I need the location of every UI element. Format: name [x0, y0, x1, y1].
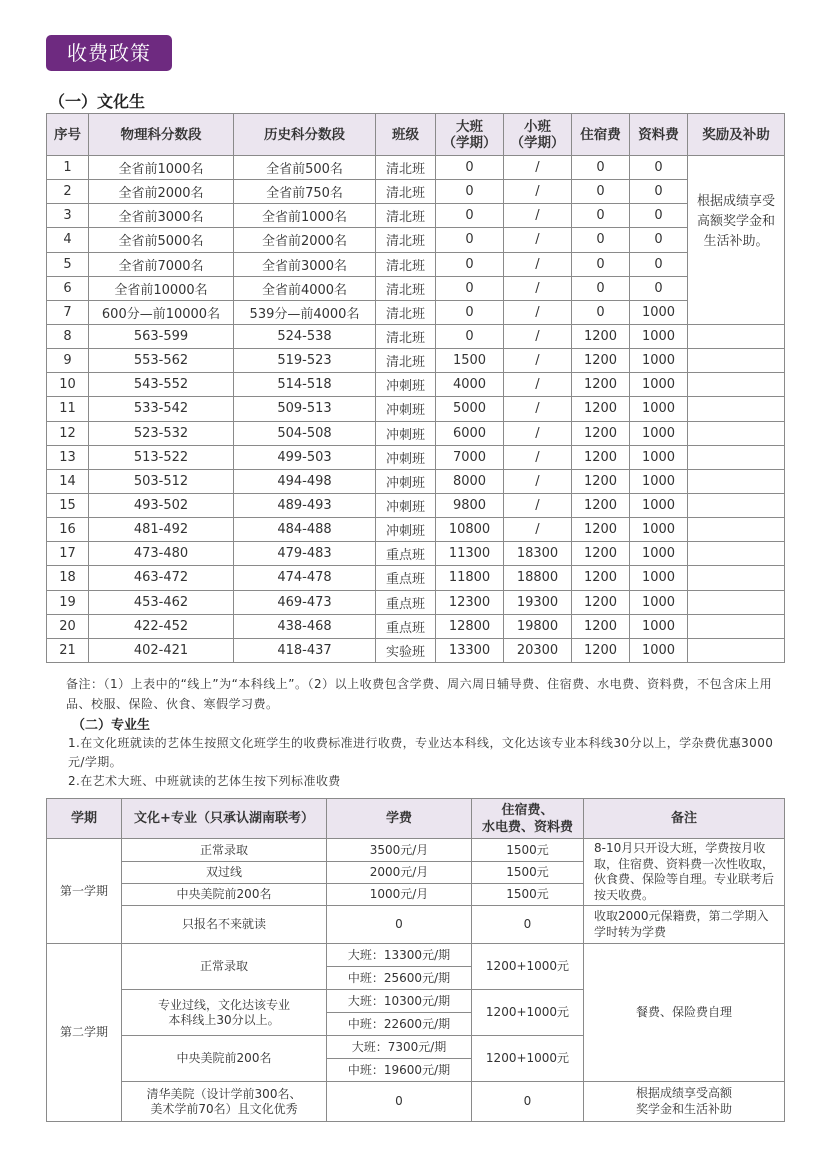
- table-row: [47, 324, 785, 348]
- t1-cell: 513-522: [89, 445, 234, 469]
- t1-cell: 533-542: [89, 397, 234, 421]
- t1-cell: 全省前3000名: [89, 204, 234, 228]
- t1-cell: 0: [572, 156, 630, 180]
- t1-cell: 1200: [572, 469, 630, 493]
- t1-cell: 0: [630, 228, 688, 252]
- t1-cell: 全省前3000名: [234, 252, 376, 276]
- t1-cell: 553-562: [89, 349, 234, 373]
- t1-header-6: 住宿费: [572, 114, 630, 156]
- table-row: [47, 204, 785, 228]
- t1-cell: /: [504, 276, 572, 300]
- t1-cell: 1000: [630, 300, 688, 324]
- t1-cell: 1200: [572, 566, 630, 590]
- t1-cell: 实验班: [376, 638, 436, 662]
- t1-cell: 19: [47, 590, 89, 614]
- t1-cell: 0: [630, 276, 688, 300]
- t2-tuition-cell: 2000元/月: [327, 862, 472, 884]
- t1-cell: 469-473: [234, 590, 376, 614]
- art-fee-table: [46, 798, 785, 1122]
- t1-cell: 全省前1000名: [89, 156, 234, 180]
- t1-cell: 清北班: [376, 252, 436, 276]
- table-row: [47, 228, 785, 252]
- t1-cell: 清北班: [376, 324, 436, 348]
- t1-cell: 11300: [436, 542, 504, 566]
- t1-cell: 全省前7000名: [89, 252, 234, 276]
- table-row: [47, 493, 785, 517]
- t1-cell: /: [504, 228, 572, 252]
- t1-cell: 1200: [572, 518, 630, 542]
- t1-cell: 494-498: [234, 469, 376, 493]
- t2-category-cell: 正常录取: [122, 944, 327, 990]
- t1-cell: 13: [47, 445, 89, 469]
- t1-cell: 5: [47, 252, 89, 276]
- t1-cell: 7000: [436, 445, 504, 469]
- t1-cell: /: [504, 204, 572, 228]
- t1-cell: 489-493: [234, 493, 376, 517]
- t1-cell: 1000: [630, 638, 688, 662]
- t1-cell: 479-483: [234, 542, 376, 566]
- t2-category-cell: 清华美院（设计学前300名、 美术学前70名）且文化优秀: [122, 1082, 327, 1122]
- t2-mid-class-cell: 中班：22600元/期: [327, 1013, 472, 1036]
- description-paragraph-1: 1.在文化班就读的艺体生按照文化班学生的收费标准进行收费，专业达本科线，文化达该专业本科线30分以上，学杂费优惠3000元/学期。: [68, 736, 774, 769]
- t1-cell: 清北班: [376, 180, 436, 204]
- t1-cell: 17: [47, 542, 89, 566]
- t2-tuition-cell: 1000元/月: [327, 884, 472, 906]
- t1-cell: 1000: [630, 518, 688, 542]
- table-row: [47, 180, 785, 204]
- t1-cell: 19800: [504, 614, 572, 638]
- description: [46, 734, 786, 791]
- t1-cell: 清北班: [376, 204, 436, 228]
- t1-cell: 600分—前10000名: [89, 300, 234, 324]
- t2-header-tuition: 学费: [327, 799, 472, 839]
- t1-cell: 冲刺班: [376, 397, 436, 421]
- t2-header-category: 文化+专业（只承认湖南联考）: [122, 799, 327, 839]
- award-empty-cell: [688, 518, 785, 542]
- award-note: 根据成绩享受高额奖学金和生活补助。: [688, 156, 785, 325]
- t1-cell: 0: [436, 324, 504, 348]
- award-empty-cell: [688, 614, 785, 638]
- t1-cell: /: [504, 324, 572, 348]
- t2-fees-cell: 0: [472, 906, 584, 944]
- t1-cell: 18800: [504, 566, 572, 590]
- term1-label: 第一学期: [47, 839, 122, 944]
- t1-cell: 0: [436, 204, 504, 228]
- t1-cell: 1500: [436, 349, 504, 373]
- award-empty-cell: [688, 397, 785, 421]
- t1-cell: 8: [47, 324, 89, 348]
- t1-cell: 12: [47, 421, 89, 445]
- t2-fees-cell: 1500元: [472, 884, 584, 906]
- t1-cell: 冲刺班: [376, 493, 436, 517]
- table-row: [47, 156, 785, 180]
- t1-cell: 7: [47, 300, 89, 324]
- t1-cell: 0: [572, 252, 630, 276]
- t1-cell: 19300: [504, 590, 572, 614]
- t1-cell: 18300: [504, 542, 572, 566]
- t1-cell: 全省前1000名: [234, 204, 376, 228]
- t1-cell: 6: [47, 276, 89, 300]
- t1-cell: 13300: [436, 638, 504, 662]
- t2-big-class-cell: 大班：13300元/期: [327, 944, 472, 967]
- t1-cell: /: [504, 421, 572, 445]
- t1-cell: 11: [47, 397, 89, 421]
- t1-cell: 21: [47, 638, 89, 662]
- t1-cell: 18: [47, 566, 89, 590]
- t1-cell: 543-552: [89, 373, 234, 397]
- t2-tuition-cell: 0: [327, 1082, 472, 1122]
- t1-cell: 438-468: [234, 614, 376, 638]
- t2-category-cell: 中央美院前200名: [122, 1036, 327, 1082]
- t1-cell: 1000: [630, 614, 688, 638]
- t1-cell: 全省前4000名: [234, 276, 376, 300]
- t1-cell: 422-452: [89, 614, 234, 638]
- t1-cell: 1000: [630, 373, 688, 397]
- award-empty-cell: [688, 445, 785, 469]
- t2-fees-cell: 1200+1000元: [472, 944, 584, 990]
- t1-cell: 499-503: [234, 445, 376, 469]
- t1-header-5: 小班 （学期）: [504, 114, 572, 156]
- t1-cell: 5000: [436, 397, 504, 421]
- t1-cell: 冲刺班: [376, 373, 436, 397]
- t1-cell: 1200: [572, 614, 630, 638]
- t1-header-2: 历史科分数段: [234, 114, 376, 156]
- t1-cell: 9: [47, 349, 89, 373]
- t1-cell: 重点班: [376, 614, 436, 638]
- t1-cell: 523-532: [89, 421, 234, 445]
- t1-header-7: 资料费: [630, 114, 688, 156]
- t1-cell: 1200: [572, 373, 630, 397]
- t1-cell: 509-513: [234, 397, 376, 421]
- t1-cell: 418-437: [234, 638, 376, 662]
- table-row: [47, 518, 785, 542]
- t2-category-cell: 只报名不来就读: [122, 906, 327, 944]
- t1-cell: 0: [436, 300, 504, 324]
- award-empty-cell: [688, 542, 785, 566]
- table-row: [47, 421, 785, 445]
- t1-cell: 493-502: [89, 493, 234, 517]
- t2-tuition-cell: 3500元/月: [327, 839, 472, 862]
- t1-cell: 0: [436, 180, 504, 204]
- t1-cell: /: [504, 397, 572, 421]
- t2-mid-class-cell: 中班：25600元/期: [327, 967, 472, 990]
- table-row: [47, 349, 785, 373]
- t1-cell: 4000: [436, 373, 504, 397]
- award-empty-cell: [688, 566, 785, 590]
- t1-cell: 2: [47, 180, 89, 204]
- t1-cell: 0: [436, 252, 504, 276]
- term1-remark-b: 收取2000元保籍费，第二学期入学时转为学费: [584, 906, 785, 944]
- t1-cell: 0: [572, 276, 630, 300]
- term2-remark-a: 餐费、保险费自理: [584, 944, 785, 1082]
- t1-cell: 清北班: [376, 156, 436, 180]
- award-empty-cell: [688, 638, 785, 662]
- award-empty-cell: [688, 349, 785, 373]
- award-empty-cell: [688, 469, 785, 493]
- t1-cell: 463-472: [89, 566, 234, 590]
- t1-cell: 8000: [436, 469, 504, 493]
- t1-cell: 519-523: [234, 349, 376, 373]
- t1-cell: 冲刺班: [376, 469, 436, 493]
- t1-cell: 453-462: [89, 590, 234, 614]
- t1-cell: 6000: [436, 421, 504, 445]
- t1-cell: 1200: [572, 638, 630, 662]
- t1-cell: 全省前2000名: [89, 180, 234, 204]
- t1-cell: 10800: [436, 518, 504, 542]
- t1-cell: 1000: [630, 324, 688, 348]
- t1-cell: 全省前2000名: [234, 228, 376, 252]
- t1-cell: 0: [572, 300, 630, 324]
- t1-header-8: 奖励及补助: [688, 114, 785, 156]
- t1-cell: 473-480: [89, 542, 234, 566]
- t1-cell: 冲刺班: [376, 421, 436, 445]
- t1-cell: 1200: [572, 445, 630, 469]
- award-empty-cell: [688, 590, 785, 614]
- t1-cell: 402-421: [89, 638, 234, 662]
- t1-cell: 14: [47, 469, 89, 493]
- t1-cell: /: [504, 445, 572, 469]
- t1-cell: 12300: [436, 590, 504, 614]
- table-row: [47, 614, 785, 638]
- table-row: [47, 638, 785, 662]
- t1-cell: 重点班: [376, 590, 436, 614]
- award-empty-cell: [688, 324, 785, 348]
- t1-cell: 10: [47, 373, 89, 397]
- award-empty-cell: [688, 421, 785, 445]
- table-row: [47, 542, 785, 566]
- t1-cell: 4: [47, 228, 89, 252]
- t1-cell: 1000: [630, 397, 688, 421]
- t1-header-4: 大班 （学期）: [436, 114, 504, 156]
- culture-fee-table: [46, 113, 785, 663]
- t1-cell: 0: [630, 180, 688, 204]
- t1-cell: 0: [436, 228, 504, 252]
- t1-cell: 0: [436, 276, 504, 300]
- t2-tuition-cell: 0: [327, 906, 472, 944]
- t1-cell: 9800: [436, 493, 504, 517]
- section2-title: （二）专业生: [72, 718, 151, 733]
- t1-header-1: 物理科分数段: [89, 114, 234, 156]
- t1-cell: 1000: [630, 469, 688, 493]
- t1-cell: 481-492: [89, 518, 234, 542]
- t1-cell: /: [504, 518, 572, 542]
- t1-cell: 清北班: [376, 276, 436, 300]
- t1-cell: 0: [436, 156, 504, 180]
- t1-cell: 539分—前4000名: [234, 300, 376, 324]
- t1-cell: 1000: [630, 349, 688, 373]
- t2-header-term: 学期: [47, 799, 122, 839]
- t1-cell: 0: [630, 156, 688, 180]
- t1-cell: 20300: [504, 638, 572, 662]
- t1-cell: /: [504, 493, 572, 517]
- table-row: [47, 252, 785, 276]
- t1-cell: 全省前750名: [234, 180, 376, 204]
- t1-cell: 1200: [572, 324, 630, 348]
- t2-header-fees: 住宿费、 水电费、资料费: [472, 799, 584, 839]
- t1-cell: 1200: [572, 590, 630, 614]
- t1-cell: 重点班: [376, 566, 436, 590]
- t1-cell: 清北班: [376, 300, 436, 324]
- t1-cell: 1000: [630, 445, 688, 469]
- t1-cell: 1200: [572, 349, 630, 373]
- t1-header-0: 序号: [47, 114, 89, 156]
- t1-cell: 484-488: [234, 518, 376, 542]
- t1-cell: 16: [47, 518, 89, 542]
- t1-cell: /: [504, 300, 572, 324]
- t2-fees-cell: 1500元: [472, 862, 584, 884]
- t2-fees-cell: 0: [472, 1082, 584, 1122]
- t1-cell: 0: [572, 180, 630, 204]
- award-empty-cell: [688, 373, 785, 397]
- t1-cell: 514-518: [234, 373, 376, 397]
- term2-label: 第二学期: [47, 944, 122, 1122]
- t2-mid-class-cell: 中班：19600元/期: [327, 1059, 472, 1082]
- table-row: [47, 590, 785, 614]
- t2-fees-cell: 1500元: [472, 839, 584, 862]
- t1-cell: 1000: [630, 590, 688, 614]
- t2-header-remark: 备注: [584, 799, 785, 839]
- section1-title: （一）文化生: [49, 92, 146, 111]
- t1-cell: 冲刺班: [376, 518, 436, 542]
- award-empty-cell: [688, 493, 785, 517]
- t1-cell: /: [504, 252, 572, 276]
- term2-remark-b: 根据成绩享受高额 奖学金和生活补助: [584, 1082, 785, 1122]
- t2-category-cell: 专业过线，文化达该专业 本科线上30分以上。: [122, 990, 327, 1036]
- t2-big-class-cell: 大班：7300元/期: [327, 1036, 472, 1059]
- t1-cell: 1000: [630, 421, 688, 445]
- t1-cell: 清北班: [376, 228, 436, 252]
- t1-cell: 474-478: [234, 566, 376, 590]
- t1-cell: 524-538: [234, 324, 376, 348]
- t1-cell: 清北班: [376, 349, 436, 373]
- t1-cell: 12800: [436, 614, 504, 638]
- t1-cell: /: [504, 349, 572, 373]
- table-row: [47, 469, 785, 493]
- table-row: [47, 373, 785, 397]
- t1-cell: 0: [572, 204, 630, 228]
- description-paragraph-2: 2.在艺术大班、中班就读的艺体生按下列标准收费: [68, 774, 341, 788]
- t2-fees-cell: 1200+1000元: [472, 1036, 584, 1082]
- t1-cell: 全省前5000名: [89, 228, 234, 252]
- t2-category-cell: 正常录取: [122, 839, 327, 862]
- t1-cell: 0: [572, 228, 630, 252]
- table-row: [47, 445, 785, 469]
- t1-cell: 重点班: [376, 542, 436, 566]
- page-title: 收费政策: [46, 35, 172, 71]
- t1-cell: 563-599: [89, 324, 234, 348]
- t2-category-cell: 中央美院前200名: [122, 884, 327, 906]
- t1-cell: /: [504, 373, 572, 397]
- t2-fees-cell: 1200+1000元: [472, 990, 584, 1036]
- term1-remark-a: 8-10月只开设大班，学费按月收取，住宿费、资料费一次性收取，伙食费、保险等自理。专业联考后按天收费。: [584, 839, 785, 906]
- t1-cell: 全省前10000名: [89, 276, 234, 300]
- table-row: [47, 300, 785, 324]
- t1-cell: /: [504, 469, 572, 493]
- t1-header-3: 班级: [376, 114, 436, 156]
- t2-big-class-cell: 大班：10300元/期: [327, 990, 472, 1013]
- t1-cell: 15: [47, 493, 89, 517]
- t1-cell: 1000: [630, 542, 688, 566]
- t2-category-cell: 双过线: [122, 862, 327, 884]
- t1-cell: 1200: [572, 421, 630, 445]
- t1-cell: 504-508: [234, 421, 376, 445]
- t1-cell: 1: [47, 156, 89, 180]
- t1-cell: /: [504, 156, 572, 180]
- t1-cell: 1000: [630, 493, 688, 517]
- t1-cell: 20: [47, 614, 89, 638]
- table-row: [47, 397, 785, 421]
- t1-cell: 全省前500名: [234, 156, 376, 180]
- t1-cell: /: [504, 180, 572, 204]
- t1-cell: 1200: [572, 397, 630, 421]
- t1-cell: 0: [630, 204, 688, 228]
- t1-cell: 11800: [436, 566, 504, 590]
- table-row: [47, 276, 785, 300]
- t1-cell: 1200: [572, 542, 630, 566]
- t1-cell: 0: [630, 252, 688, 276]
- t1-cell: 503-512: [89, 469, 234, 493]
- remarks-text: 备注：（1）上表中的“线上”为“本科线上”。（2）以上收费包含学费、周六周日辅导费、住宿费、水电费、资料费，不包含床上用品、校服、保险、伙食、寒假学习费。: [66, 677, 773, 711]
- table-row: [47, 566, 785, 590]
- t1-cell: 1200: [572, 493, 630, 517]
- t1-cell: 冲刺班: [376, 445, 436, 469]
- t1-cell: 1000: [630, 566, 688, 590]
- t1-cell: 3: [47, 204, 89, 228]
